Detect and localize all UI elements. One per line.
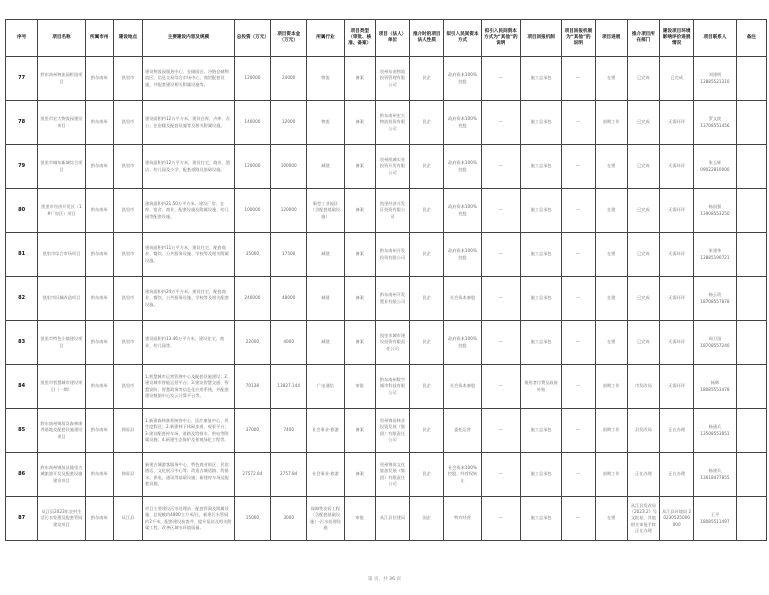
contact-name: 杨建兵 [708, 468, 722, 474]
cell-capital: 120000 [271, 189, 307, 233]
cell-type: 审批 [344, 365, 375, 409]
cell-industry: 城建 [307, 277, 344, 321]
cell-capital: 7400 [271, 409, 307, 453]
cell-capital: 48000 [271, 277, 307, 321]
cell-method: 政府资本100%控股 [444, 233, 481, 277]
cell-content: 建设面积约12万平方米，建设仓库、冷库、办公、住宿楼及配套设施等及相关附属设施。 [143, 101, 235, 145]
cell-return-other: — [562, 321, 595, 365]
cell-return-other: — [562, 101, 595, 145]
cell-method-other: — [481, 365, 520, 409]
cell-content: 建筑面积约12万平方米，建设住宅、商业、酒店、幼儿园及小学，配套道路及基础设施。 [143, 145, 235, 189]
col-owner: 项目（法人）单位 [375, 20, 409, 57]
cell-industry: 广电通信 [307, 365, 344, 409]
table-row [6, 189, 767, 233]
cell-nature: 民企 [410, 453, 444, 497]
cell-total: 37000 [234, 409, 270, 453]
contact-name: 张玉辉 [708, 160, 722, 166]
cell-industry: 社会事业-旅游 [307, 409, 344, 453]
cell-dept: 已完成 [627, 101, 659, 145]
cell-remark [736, 189, 766, 233]
cell-progress: 在建 [595, 57, 627, 101]
col-type: 项目类型（审批、核准、备案） [344, 20, 375, 57]
cell-dept: 已完成 [627, 321, 659, 365]
cell-remark [736, 453, 766, 497]
cell-method-other: — [481, 409, 520, 453]
cell-total: 35000 [234, 233, 270, 277]
cell-dept: 已完成 [627, 57, 659, 101]
cell-progress: 前期工作 [595, 409, 627, 453]
cell-progress: 在建 [595, 497, 627, 541]
cell-eia: 无需环评 [660, 233, 694, 277]
cell-method-other: — [481, 453, 520, 497]
cell-progress: 前期工作 [595, 453, 627, 497]
cell-owner: 贵州凯城实业投资开发有限公司 [375, 145, 409, 189]
cell-eia: 无需环评 [660, 189, 694, 233]
cell-return: 施工总承包 [520, 321, 561, 365]
contact-phone: 13708551456 [700, 122, 730, 128]
cell-city: 黔东南州 [85, 189, 113, 233]
col-dept: 推介项目所在部门 [627, 20, 659, 57]
cell-method: 委托运营 [444, 409, 481, 453]
col-seq: 序号 [6, 20, 38, 57]
cell-capital: 24000 [271, 57, 307, 101]
cell-city: 黔东南州 [85, 453, 113, 497]
table-row [6, 321, 767, 365]
table-row [6, 233, 767, 277]
cell-contact [694, 101, 736, 145]
contact-phone: 18708557240 [700, 342, 730, 348]
cell-total: 15000 [234, 497, 270, 541]
cell-progress: 在建 [595, 277, 627, 321]
cell-total: 100000 [234, 189, 270, 233]
cell-industry: 城建 [307, 321, 344, 365]
cell-contact [694, 233, 736, 277]
cell-industry: 保障性安居工程（含配套基础设施）-污水处理设施 [307, 497, 344, 541]
cell-owner: 贵州东南物流投资管理有限公司 [375, 57, 409, 101]
cell-industry: 物流 [307, 57, 344, 101]
cell-industry: 城建 [307, 145, 344, 189]
cell-name: 黔东南州锦屏县森林康养基地及配套设施建设项目 [38, 409, 85, 453]
cell-city: 黔东南州 [85, 57, 113, 101]
cell-eia: 从江县环境局 20230525000000 [660, 497, 694, 541]
cell-dept: 县发改局 [627, 409, 659, 453]
contact-name: 刘建明 [708, 72, 722, 78]
cell-return: 施工总承包 [520, 233, 561, 277]
cell-owner: 黔东南州开发置业有限公司 [375, 277, 409, 321]
cell-return: 施工总承包 [520, 497, 561, 541]
cell-method-other: — [481, 497, 520, 541]
cell-return-other: — [562, 365, 595, 409]
cell-dept: 正在办理 [627, 453, 659, 497]
cell-type: 备案 [344, 233, 375, 277]
cell-type: 备案 [344, 189, 375, 233]
cell-content: 建设物流园服务中心、仓储园区、冷链仓储物流区、信息交易综合市场中心、商贸配套设施，并配套建设相关附属设施等。 [143, 57, 235, 101]
cell-location: 凯里市 [113, 189, 142, 233]
cell-remark [736, 57, 766, 101]
col-return-other: 项目回报机制为“其他”的说明 [562, 20, 595, 57]
cell-nature: 民企 [410, 145, 444, 189]
cell-nature: 民企 [410, 409, 444, 453]
cell-owner: 黔东南州数字城市科技有限公司 [375, 365, 409, 409]
cell-dept: 市发改局 [627, 365, 659, 409]
cell-location: 凯里市 [113, 277, 142, 321]
header-row [6, 20, 767, 57]
cell-city: 黔东南州 [85, 365, 113, 409]
cell-owner: 贵州锦屏林业投资发展（集团）有限责任公司 [375, 409, 409, 453]
table-row [6, 145, 767, 189]
col-progress: 项目进展 [595, 20, 627, 57]
cell-eia: 已完成 [660, 57, 694, 101]
cell-contact [694, 365, 736, 409]
cell-content: 1.新建森林康养接待中心、医疗康复中心、养生度假区；2.新建林下休闲步道、观景平台；3.建设配套停车场、道路及给排水、供电等附属设施；4.新建生态保护及景观绿化工程等。 [143, 409, 235, 453]
cell-method: 政府资本100%控股 [444, 145, 481, 189]
cell-return: 使用者付费及政府补贴 [520, 365, 561, 409]
cell-return-other: — [562, 497, 595, 541]
cell-name: 凯里市智慧城市建设项目（一期） [38, 365, 85, 409]
cell-capital: 13827.144 [271, 365, 307, 409]
cell-method-other: — [481, 57, 520, 101]
col-method: 拟引入民间资本方式 [444, 20, 481, 57]
col-location: 建设地点 [113, 20, 142, 57]
cell-location: 凯里市 [113, 101, 142, 145]
col-content: 主要建设内容及规模 [143, 20, 235, 57]
cell-location: 凯里市 [113, 145, 142, 189]
cell-type: 审批 [344, 497, 375, 541]
document-page [5, 19, 767, 541]
cell-remark [736, 365, 766, 409]
col-city: 所属市州 [85, 20, 113, 57]
project-table [5, 19, 767, 541]
cell-seq: 81 [6, 233, 38, 277]
cell-eia: 无需环评 [660, 101, 694, 145]
contact-phone: 09022810000 [700, 166, 730, 172]
contact-phone: 18085511497 [700, 518, 730, 524]
cell-method: 社会资本参股 [444, 365, 481, 409]
cell-owner: 黔东南州开发投资有限公司 [375, 233, 409, 277]
cell-progress: 前期工作 [595, 365, 627, 409]
cell-seq: 78 [6, 101, 38, 145]
cell-total: 27572.84 [234, 453, 270, 497]
cell-dept: 已完成 [627, 145, 659, 189]
cell-dept: 已完成 [627, 277, 659, 321]
cell-contact [694, 321, 736, 365]
table-row [6, 365, 767, 409]
contact-name: 杨云贵 [708, 292, 722, 298]
cell-seq: 83 [6, 321, 38, 365]
cell-total: 70138 [234, 365, 270, 409]
cell-total: 240000 [234, 277, 270, 321]
cell-remark [736, 233, 766, 277]
cell-nature: 民企 [410, 277, 444, 321]
cell-return: 施工总承包 [520, 101, 561, 145]
cell-seq: 82 [6, 277, 38, 321]
cell-eia: 无需环评 [660, 145, 694, 189]
cell-remark [736, 277, 766, 321]
cell-return: 施工总承包 [520, 453, 561, 497]
contact-name: 周卫国 [708, 336, 722, 342]
cell-city: 黔东南州 [85, 233, 113, 277]
cell-contact [694, 189, 736, 233]
contact-name: 杨通兵 [708, 424, 722, 430]
contact-name: 张建华 [708, 248, 722, 254]
cell-industry: 城建 [307, 233, 344, 277]
cell-return-other: — [562, 57, 595, 101]
cell-contact [694, 453, 736, 497]
cell-method-other: — [481, 101, 520, 145]
contact-name: 王平 [710, 512, 720, 518]
cell-name: 黔东南州锦屏县隆里古城旅游开发及配套设施建设项目 [38, 453, 85, 497]
cell-seq: 80 [6, 189, 38, 233]
cell-eia: 无需环评 [660, 277, 694, 321]
cell-location: 凯里市 [113, 365, 142, 409]
cell-contact [694, 409, 736, 453]
table-body [6, 57, 767, 541]
cell-seq: 87 [6, 497, 38, 541]
cell-industry: 物流 [307, 101, 344, 145]
cell-location: 锦屏县 [113, 453, 142, 497]
table-row [6, 453, 767, 497]
cell-nature: 民企 [410, 233, 444, 277]
cell-eia: 无需环评 [660, 321, 694, 365]
cell-remark [736, 101, 766, 145]
col-method-other: 拟引入民间资本方式为“其他”的说明 [481, 20, 520, 57]
cell-progress: 在建 [595, 189, 627, 233]
cell-name: 凯里市特色小镇建设项目 [38, 321, 85, 365]
cell-name: 凯里市宏大物流园建设项目 [38, 101, 85, 145]
cell-content: 1.智慧城市运营管理中心及配套设施建设；2.建设城市智能运营平台；3.建设智慧交通、智慧安防、智慧政务等信息化应用系统，并配套建设数据中心及云计算平台等。 [143, 365, 235, 409]
contact-name: 罗文波 [708, 116, 722, 122]
cell-total: 22000 [234, 321, 270, 365]
cell-nature: 民企 [410, 321, 444, 365]
cell-method: 政府资本100%控股 [444, 101, 481, 145]
cell-name: 凯里市旧城改造项目 [38, 277, 85, 321]
cell-progress: 在建 [595, 145, 627, 189]
cell-return: 施工总承包 [520, 189, 561, 233]
cell-location: 凯里市 [113, 233, 142, 277]
cell-name: 从江县2023年农村生活污水处理及配套管网建设项目 [38, 497, 85, 541]
cell-nature: 民企 [410, 57, 444, 101]
cell-method-other: — [481, 145, 520, 189]
cell-capital: 100000 [271, 145, 307, 189]
cell-name: 凯里市城东新城综合项目 [38, 145, 85, 189]
cell-content: 新建古城游客服务中心、特色商业街区、民宿酒店、文化展示中心等；改造古城道路、给排水、供电、通讯等基础设施；新建停车场及配套设施。 [143, 453, 235, 497]
cell-industry: 社会事业-旅游 [307, 453, 344, 497]
cell-return: 施工总承包 [520, 57, 561, 101]
cell-remark [736, 497, 766, 541]
cell-city: 黔东南州 [85, 101, 113, 145]
cell-city: 黔东南州 [85, 409, 113, 453]
cell-industry: 新型工业园区（含配套基础设施） [307, 189, 344, 233]
cell-content: 建设面积约13.46万平方米，建设住宅、商业、幼儿园等。 [143, 321, 235, 365]
cell-owner: 黔东南州宏大物流投资有限公司 [375, 101, 409, 145]
cell-seq: 79 [6, 145, 38, 189]
col-return: 项目回报机制 [520, 20, 561, 57]
contact-phone: 13885521310 [700, 78, 730, 84]
cell-return-other: — [562, 409, 595, 453]
cell-seq: 86 [6, 453, 38, 497]
cell-return-other: — [562, 189, 595, 233]
cell-return: 施工总承包 [520, 409, 561, 453]
cell-capital: 12000 [271, 101, 307, 145]
cell-return-other: — [562, 233, 595, 277]
cell-city: 黔东南州 [85, 145, 113, 189]
contact-phone: 13885190721 [700, 254, 730, 260]
cell-dept: 已完成 [627, 233, 659, 277]
cell-remark [736, 145, 766, 189]
contact-name: 杨国强 [708, 204, 722, 210]
cell-name: 黔东南州物流园枢纽项目 [38, 57, 85, 101]
cell-type: 备案 [344, 321, 375, 365]
cell-progress: 在建 [595, 233, 627, 277]
cell-city: 黔东南州 [85, 497, 113, 541]
page-footer: 第 页，共 36 页 [367, 577, 402, 582]
contact-phone: 13508553851 [700, 430, 730, 436]
cell-seq: 77 [6, 57, 38, 101]
cell-method: 特许经营 [444, 497, 481, 541]
cell-method-other: — [481, 321, 520, 365]
cell-method: 政府资本100%控股 [444, 57, 481, 101]
cell-return-other: — [562, 145, 595, 189]
cell-seq: 84 [6, 365, 38, 409]
cell-method-other: — [481, 233, 520, 277]
cell-return-other: — [562, 453, 595, 497]
table-row [6, 277, 767, 321]
cell-dept: 从江县发改局《2023.2》号文批复，其他相关审批手续正在办理 [627, 497, 659, 541]
cell-dept: 已完成 [627, 189, 659, 233]
cell-nature: 民企 [410, 365, 444, 409]
cell-remark [736, 409, 766, 453]
cell-contact [694, 497, 736, 541]
cell-method-other: — [481, 189, 520, 233]
cell-capital: 17500 [271, 233, 307, 277]
cell-location: 凯里市 [113, 57, 142, 101]
col-name: 项目名称 [38, 20, 85, 57]
cell-capital: 4000 [271, 321, 307, 365]
table-row [6, 101, 767, 145]
cell-seq: 85 [6, 409, 38, 453]
cell-total: 140000 [234, 101, 270, 145]
col-industry: 所属行业 [307, 20, 344, 57]
cell-location: 锦屏县 [113, 409, 142, 453]
col-contact: 项目联系人 [694, 20, 736, 57]
col-total: 总投资（万元） [234, 20, 270, 57]
cell-type: 备案 [344, 57, 375, 101]
cell-content: 建筑面积约11万平方米，建设住宅、配套商业、餐饮、公共服务设施、学校等及相关附属设施。 [143, 233, 235, 277]
contact-phone: 13618477855 [700, 474, 730, 480]
cell-location: 凯里市 [113, 321, 142, 365]
cell-contact [694, 277, 736, 321]
cell-name: 凯里市综合市场项目 [38, 233, 85, 277]
cell-eia: 正在办理 [660, 453, 694, 497]
cell-method: 社会资本100%控股、经营权转让 [444, 453, 481, 497]
cell-nature: 民企 [410, 189, 444, 233]
table-row [6, 57, 767, 101]
cell-return: 施工总承包 [520, 145, 561, 189]
table-row [6, 409, 767, 453]
cell-city: 黔东南州 [85, 321, 113, 365]
cell-owner: 贵州锦屏文化旅游发展（集团）有限责任公司 [375, 453, 409, 497]
cell-method: 政府资本100%控股 [444, 321, 481, 365]
cell-progress: 在建 [595, 321, 627, 365]
cell-nature: 民企 [410, 101, 444, 145]
cell-owner: 从江县住建局 [375, 497, 409, 541]
cell-capital: 3000 [271, 497, 307, 541]
col-nature: 推介时的项目法人性质 [410, 20, 444, 57]
contact-name: 杨辉 [710, 380, 720, 386]
contact-phone: 18708557878 [700, 298, 730, 304]
cell-content: 建筑面积约21.50万平方米，建设厂房、仓库、宿舍、商业、配套设施及附属设施、幼儿园等配套设施。 [143, 189, 235, 233]
cell-capital: 2757.84 [271, 453, 307, 497]
col-remark: 备注 [736, 20, 766, 57]
cell-method-other: — [481, 277, 520, 321]
cell-type: 备案 [344, 145, 375, 189]
cell-contact [694, 57, 736, 101]
cell-owner: 凯里经济开发区投资有限公司 [375, 189, 409, 233]
table-row [6, 497, 767, 541]
cell-total: 120000 [234, 57, 270, 101]
cell-type: 备案 [344, 277, 375, 321]
col-capital: 项目资本金（万元） [271, 20, 307, 57]
cell-eia: 正在办理 [660, 409, 694, 453]
cell-remark [736, 321, 766, 365]
cell-method: 社会资本参股 [444, 277, 481, 321]
cell-type: 备案 [344, 101, 375, 145]
cell-progress: 前期工作 [595, 101, 627, 145]
cell-return: 施工总承包 [520, 277, 561, 321]
cell-location: 从江县 [113, 497, 142, 541]
cell-type: 备案 [344, 453, 375, 497]
contact-phone: 18085551478 [700, 386, 730, 392]
cell-method: 政府资本100%控股 [444, 189, 481, 233]
col-eia: 建设项目环境影响评价进展情况 [660, 20, 694, 57]
cell-city: 黔东南州 [85, 277, 113, 321]
cell-contact [694, 145, 736, 189]
cell-content: 建筑面积约24万平方米，建设住宅、配套商业、餐饮、公共服务设施、学校等及相关配套设施。 [143, 277, 235, 321]
cell-content: 项目主要建设污水处理站、配套管网及附属设施，总规模约4800立方米/日，新建污水管网约2千米，配套建设检查井、提升泵站及相关附属工程，改善区域水环境质量。 [143, 497, 235, 541]
cell-type: 备案 [344, 409, 375, 453]
cell-owner: 凯里市城市建设投资有限责任公司 [375, 321, 409, 365]
cell-return-other: — [562, 277, 595, 321]
cell-nature: 国企 [410, 497, 444, 541]
cell-total: 120000 [234, 145, 270, 189]
cell-name: 凯里市经济开发区（1#厂房区）项目 [38, 189, 85, 233]
contact-phone: 13908553250 [700, 210, 730, 216]
cell-eia: 无需环评 [660, 365, 694, 409]
